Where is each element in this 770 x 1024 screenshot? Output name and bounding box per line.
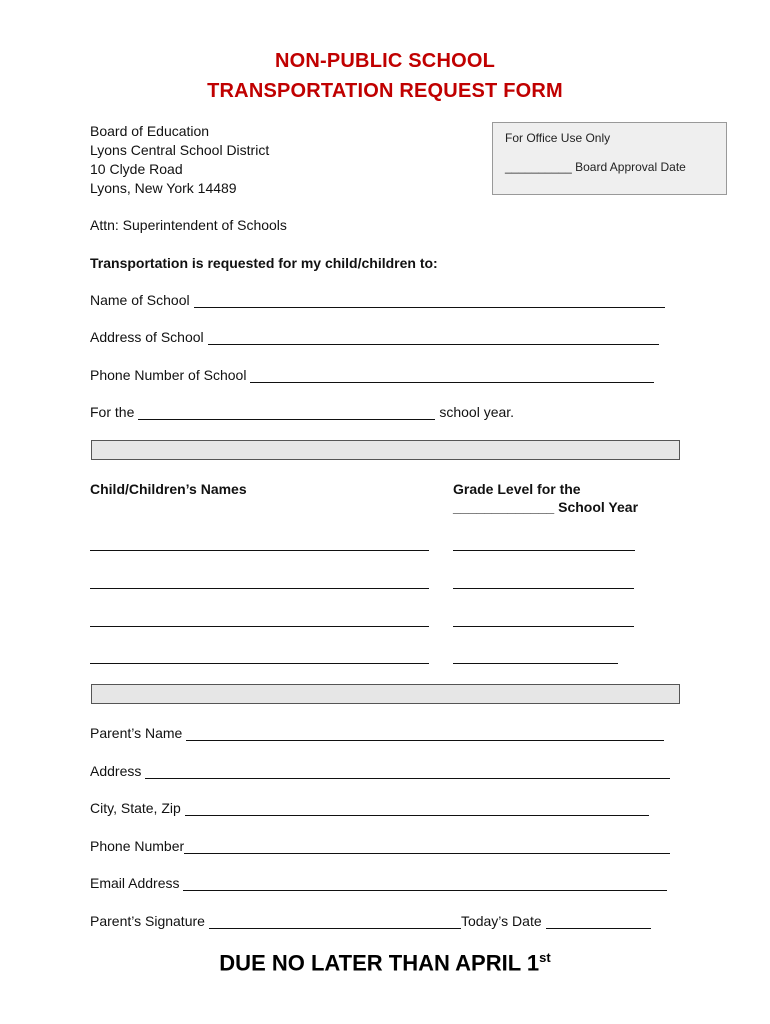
grade-level-line[interactable] [453,663,618,664]
form-title-line2: TRANSPORTATION REQUEST FORM [207,80,563,102]
grade-year-blank: _____________ [453,499,555,515]
parent-phone-label: Phone Number [90,838,185,854]
section-divider-bar [91,684,680,704]
signature-line[interactable] [209,916,461,929]
parent-address-field[interactable] [90,763,670,779]
board-approval-line [505,160,686,174]
parent-address-line[interactable] [145,766,670,779]
parent-address-label: Address [90,763,142,779]
signature-label: Parent’s Signature [90,913,205,929]
email-field[interactable] [90,875,667,891]
office-use-heading: For Office Use Only [505,131,611,145]
email-line[interactable] [183,878,667,891]
grade-level-line[interactable] [453,588,634,589]
school-name-line[interactable] [194,295,665,308]
parent-name-field[interactable] [90,725,664,741]
form-title-line1: NON-PUBLIC SCHOOL [274,50,496,72]
due-date-suffix: st [539,950,551,965]
parent-phone-field[interactable] [90,838,670,854]
grade-level-line[interactable] [453,550,635,551]
city-state-zip-label: City, State, Zip [90,800,181,816]
grade-school-year-label: School Year [558,499,639,515]
address-line: Board of Education [90,123,210,139]
school-name-field[interactable] [90,292,665,308]
grade-school-year-heading [453,499,638,515]
district-address-block [90,122,269,198]
child-name-line[interactable] [90,550,429,551]
school-phone-label: Phone Number of School [90,367,247,383]
parent-name-line[interactable] [186,728,664,741]
city-state-zip-field[interactable] [90,800,649,816]
parent-phone-line[interactable] [184,841,670,854]
city-state-zip-line[interactable] [185,803,649,816]
school-phone-line[interactable] [250,370,654,383]
for-the-label: For the [90,404,135,420]
office-use-box [492,122,727,195]
todays-date-label: Today’s Date [460,913,542,929]
child-name-line[interactable] [90,663,429,664]
child-name-line[interactable] [90,626,429,627]
school-year-field[interactable] [90,404,514,420]
grade-level-heading: Grade Level for the [453,481,581,497]
signature-date-field[interactable] [90,913,651,929]
school-name-label: Name of School [90,292,190,308]
email-label: Email Address [90,875,180,891]
school-year-line[interactable] [138,407,435,420]
address-line: Lyons Central School District [90,142,270,158]
child-name-line[interactable] [90,588,429,589]
address-line: Lyons, New York 14489 [90,180,237,196]
children-names-heading: Child/Children’s Names [90,481,247,497]
parent-name-label: Parent’s Name [90,725,183,741]
due-date-notice [0,950,770,976]
section-divider-bar [91,440,680,460]
attn-line: Attn: Superintendent of Schools [90,217,287,233]
school-year-label: school year. [439,404,515,420]
todays-date-line[interactable] [546,916,651,929]
board-approval-blank: __________ [505,160,572,174]
grade-level-line[interactable] [453,626,634,627]
due-date-text: DUE NO LATER THAN APRIL 1 [219,950,540,976]
school-address-field[interactable] [90,329,659,345]
request-heading: Transportation is requested for my child/children to: [90,255,438,271]
address-line: 10 Clyde Road [90,161,183,177]
school-address-line[interactable] [208,332,659,345]
school-phone-field[interactable] [90,367,654,383]
board-approval-label: Board Approval Date [575,160,686,174]
school-address-label: Address of School [90,329,204,345]
